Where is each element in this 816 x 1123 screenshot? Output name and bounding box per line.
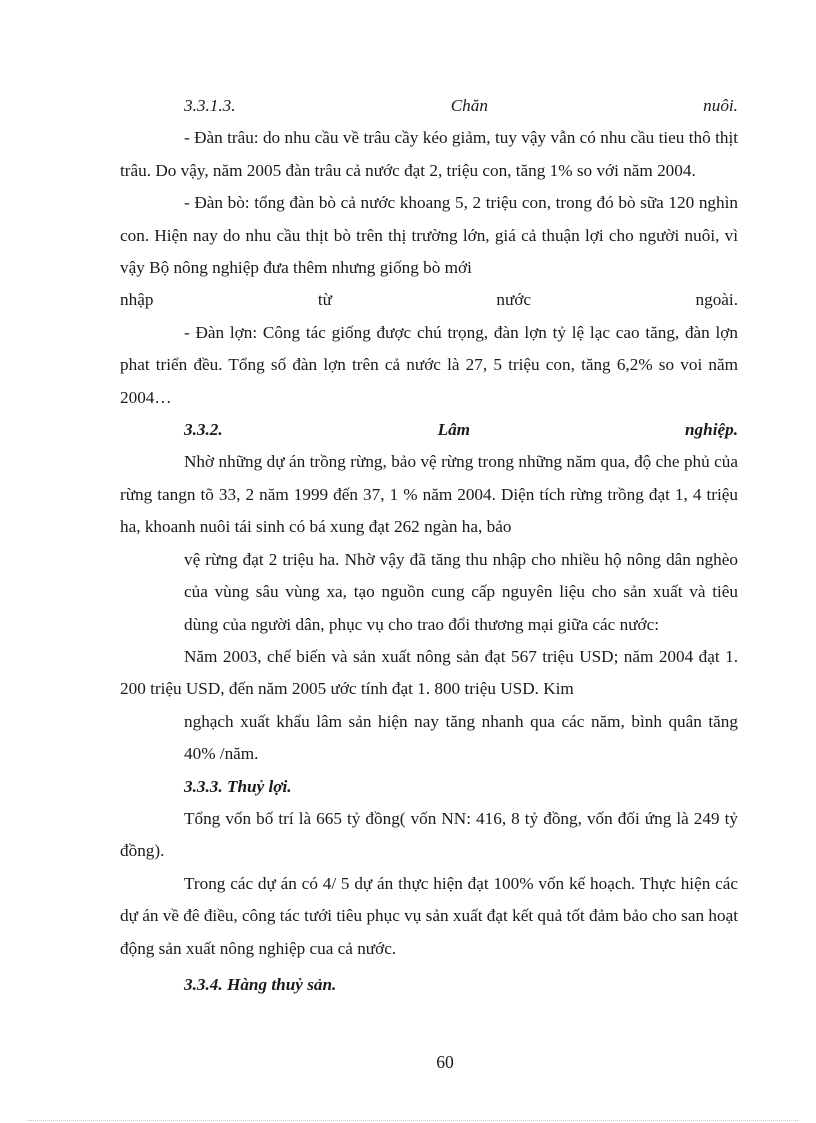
- paragraph-lam-nghiep-2: vệ rừng đạt 2 triệu ha. Nhờ vậy đã tăng thu nhập cho nhiều hộ nông dân nghèo của vùng sâu vùng xa, tạo nguồn cung cấp nguyên liệu cho sản xuất và tiêu dùng của người dân, phục vụ cho trao đổi thương mại giữa các nước:: [184, 549, 738, 634]
- paragraph-trau: - Đàn trâu: do nhu cầu về trâu cầy kéo giảm, tuy vậy vẫn có nhu cầu tieu thô thịt trâu. Do vậy, năm 2005 đàn trâu cả nước đạt 2, triệu con, tăng 1% so với năm 2004.: [120, 128, 738, 180]
- paragraph-tong-von: Tổng vốn bố trí là 665 tỷ đồng( vốn NN: 416, 8 tỷ đồng, vốn đối ứng là 249 tỷ đồng).: [120, 808, 738, 861]
- word: ngoài.: [695, 290, 738, 310]
- section-title-word: nghiệp.: [684, 420, 738, 440]
- paragraph-bo: - Đàn bò: tổng đàn bò cả nước khoang 5, 2 triệu con, trong đó bò sữa 120 nghìn con. Hiện nay do nhu cầu thịt bò trên thị trường lớn, giá cả thuận lợi cho người nuôi, vì vậy Bộ nông nghiệp đưa thêm nhưng giống bò mới: [120, 193, 738, 278]
- section-number: 3.3.2.: [184, 420, 223, 440]
- paragraph-nam-2003-1: Năm 2003, chế biến và sản xuất nông sản đạt 567 triệu USD; năm 2004 đạt 1. 200 triệu USD, đến năm 2005 ước tính đạt 1. 800 triệu USD. Kim: [120, 646, 738, 699]
- paragraph-nam-2003-2: nghạch xuất khẩu lâm sản hiện nay tăng nhanh qua các năm, bình quân tăng 40% /năm.: [184, 711, 738, 764]
- paragraph-lon: - Đàn lợn: Công tác giống được chú trọng, đàn lợn tỷ lệ lạc cao tăng, đàn lợn phat triển đều. Tổng số đàn lợn trên cả nước là 27, 5 triệu con, tăng 6,2% so voi năm 2004…: [120, 322, 738, 407]
- word: từ: [317, 290, 332, 310]
- document-page: [120, 90, 738, 1001]
- paragraph-bo-last-line: [120, 284, 738, 316]
- section-number: 3.3.1.3.: [184, 96, 236, 115]
- section-heading-334: 3.3.4. Hàng thuỷ sản.: [184, 974, 337, 994]
- section-heading-332: [120, 414, 738, 446]
- section-title-word: Chăn: [450, 96, 488, 115]
- section-heading-3313: [120, 90, 738, 122]
- page-number: 60: [436, 1052, 454, 1072]
- word: nước: [496, 290, 532, 310]
- page-border-line: [28, 1120, 798, 1121]
- section-title-word: nuôi.: [703, 96, 738, 115]
- section-title-word: Lâm: [437, 420, 471, 440]
- paragraph-lam-nghiep-1: Nhờ những dự án trồng rừng, bảo vệ rừng trong những năm qua, độ che phủ của rừng tangn tõ 33, 2 năm 1999 đến 37, 1 % năm 2004. Diện tích rừng trồng đạt 1, 4 triệu ha, khoanh nuôi tái sinh có bá xung đạt 262 ngàn ha, bảo: [120, 452, 738, 537]
- word: nhập: [120, 290, 154, 310]
- paragraph-du-an: Trong các dự án có 4/ 5 dự án thực hiện đạt 100% vốn kế hoạch. Thực hiện các dự án về đê điều, công tác tưới tiêu phục vụ sản xuất đạt kết quả tốt đảm bảo cho san hoạt động sản xuất nông nghiệp cua cả nước.: [120, 873, 738, 958]
- section-heading-333: 3.3.3. Thuỷ lợi.: [184, 776, 292, 796]
